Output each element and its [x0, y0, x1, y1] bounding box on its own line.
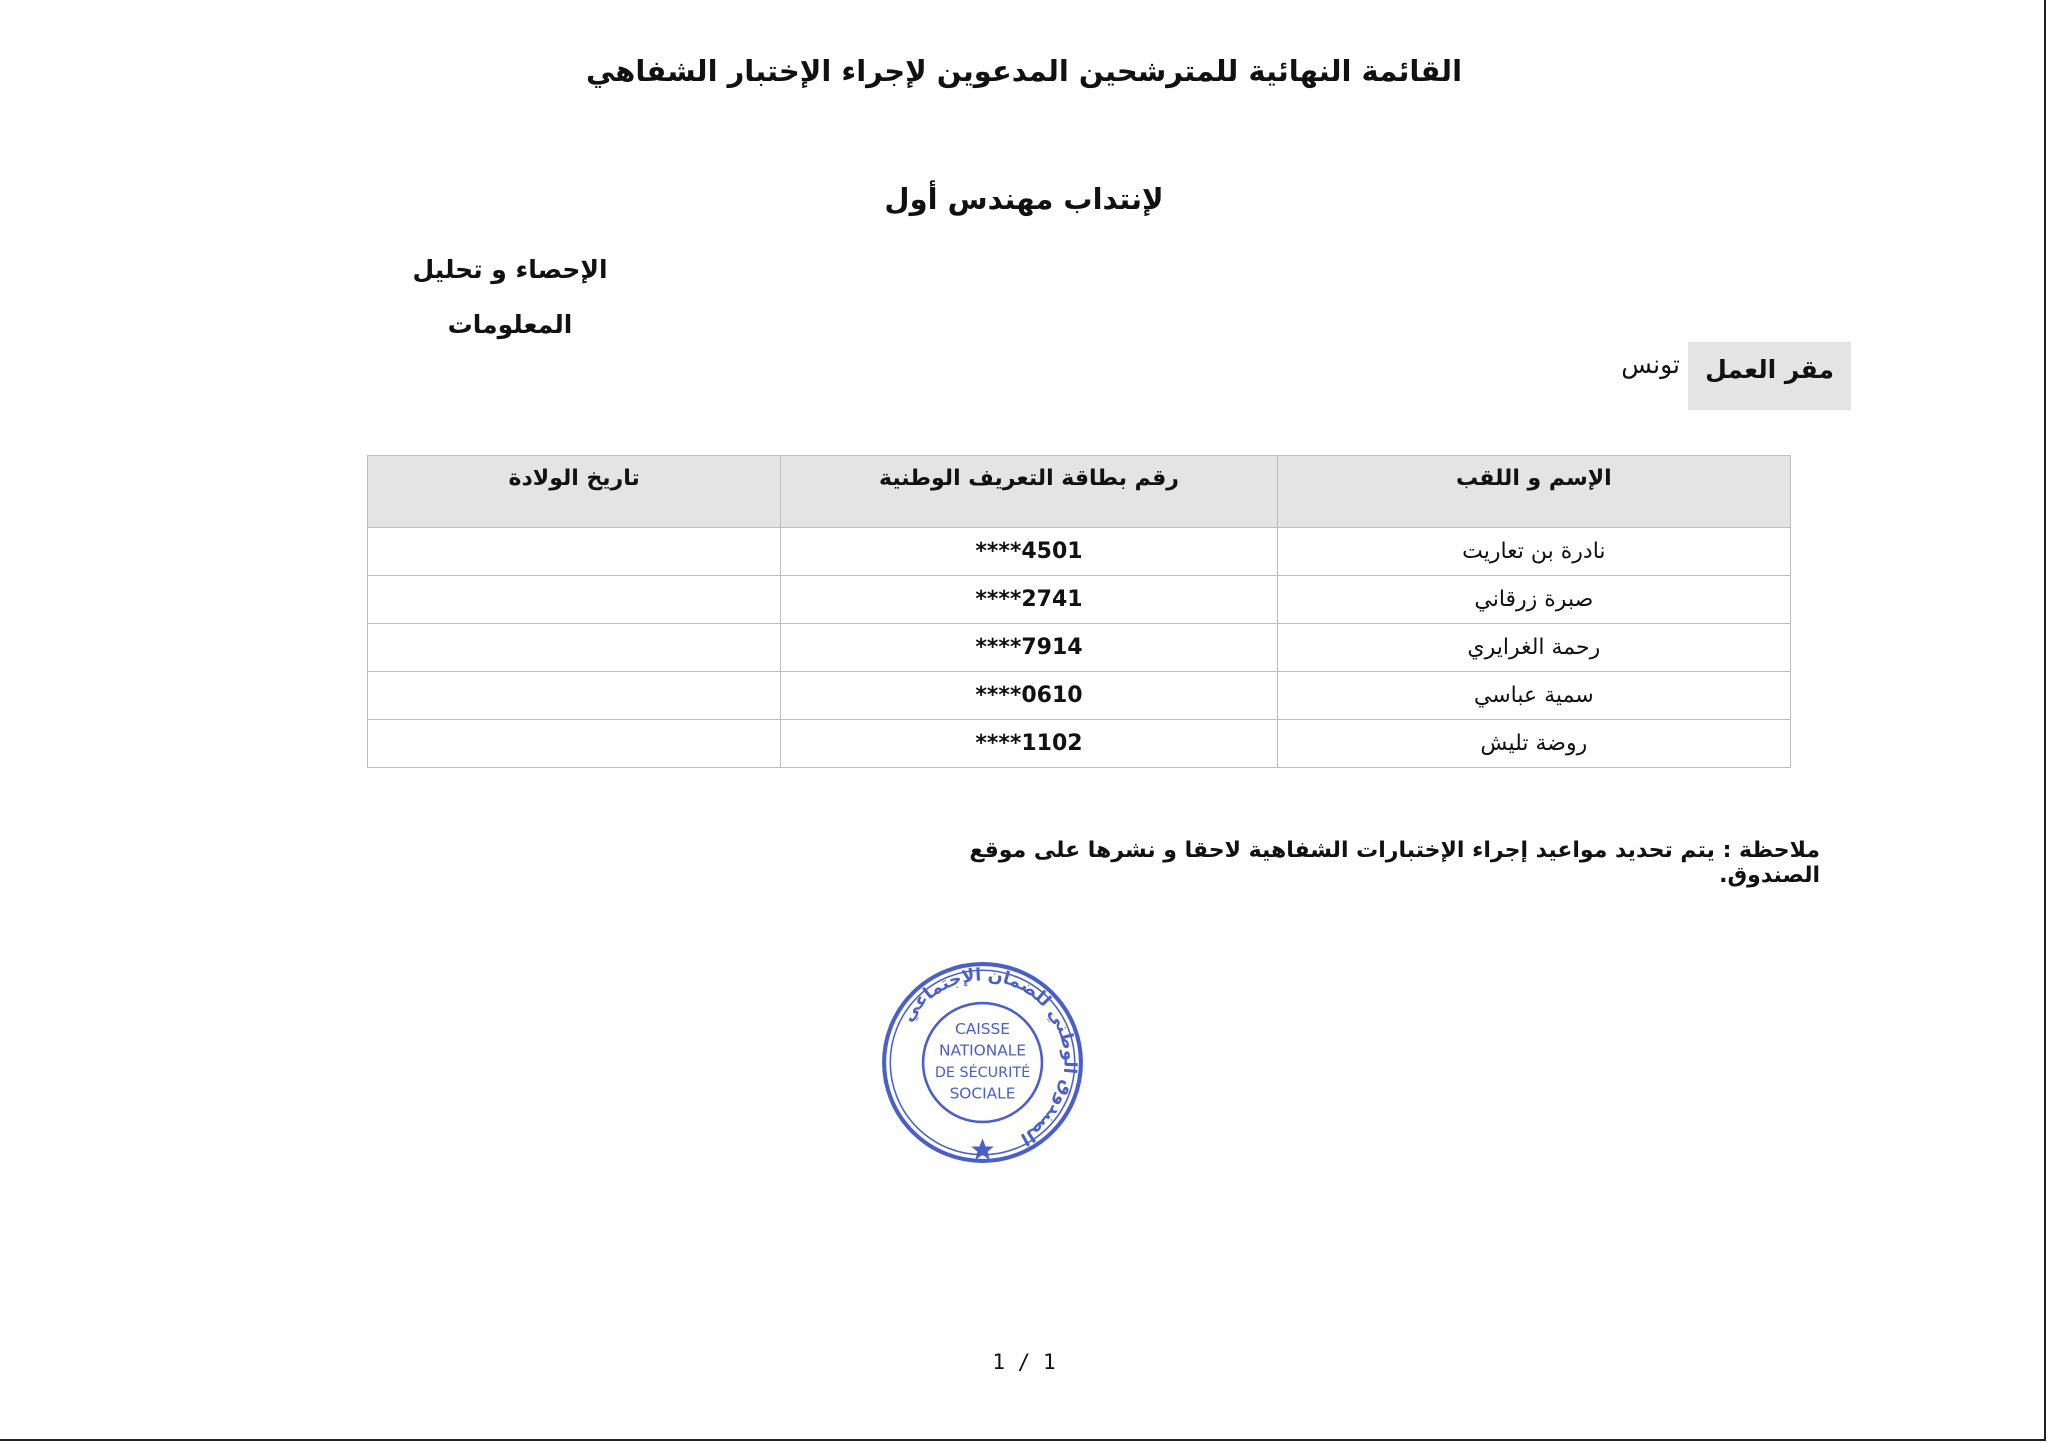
specialty-block: [400, 242, 620, 352]
stamp-outer-ring: [884, 964, 1081, 1161]
cell-dob: [368, 624, 781, 672]
stamp-line-3: DE SÉCURITÉ: [934, 1064, 1031, 1081]
specialty-line-1: الإحصاء و تحليل: [412, 255, 608, 284]
cell-dob: [368, 672, 781, 720]
cell-name: سمية عباسي: [1277, 672, 1790, 720]
document-title: القائمة النهائية للمترشحين المدعوين لإجراء الإختبار الشفاهي: [585, 54, 1463, 88]
table-row: [368, 672, 1791, 720]
cell-name: نادرة بن تعاريت: [1277, 528, 1790, 576]
table-row: [368, 576, 1791, 624]
cell-dob: [368, 528, 781, 576]
cell-dob: [368, 720, 781, 768]
stamp-line-2: NATIONALE: [938, 1041, 1027, 1060]
stamp-line-4: SOCIALE: [949, 1084, 1016, 1103]
cell-dob: [368, 576, 781, 624]
cell-name: روضة تليش: [1277, 720, 1790, 768]
header-dob: تاريخ الولادة: [368, 456, 781, 528]
cell-id: ****2741: [781, 576, 1277, 624]
candidates-table: [367, 455, 1791, 768]
stamp-line-1: CAISSE: [955, 1019, 1010, 1038]
document-subtitle: لإنتداب مهندس أول: [884, 182, 1164, 216]
table-header-row: [368, 456, 1791, 528]
table-row: [368, 624, 1791, 672]
cell-id: ****0610: [781, 672, 1277, 720]
cell-id: ****1102: [781, 720, 1277, 768]
cell-id: ****4501: [781, 528, 1277, 576]
workplace-value: تونس: [1621, 350, 1680, 379]
stamp-outer-text: الصندوق الوطني للضمان الإجتماعي: [897, 965, 1080, 1149]
note-text: ملاحظة : يتم تحديد مواعيد إجراء الإختبارات الشفاهية لاحقا و نشرها على موقع الصندوق.: [969, 838, 1820, 888]
specialty-line-2: المعلومات: [447, 310, 573, 339]
page-number: 1 / 1: [992, 1350, 1056, 1374]
header-id: رقم بطاقة التعريف الوطنية: [781, 456, 1277, 528]
official-stamp: [880, 960, 1085, 1165]
star-icon: [971, 1138, 994, 1160]
table-row: [368, 720, 1791, 768]
cell-name: صبرة زرقاني: [1277, 576, 1790, 624]
table-row: [368, 528, 1791, 576]
cell-name: رحمة الغرايري: [1277, 624, 1790, 672]
workplace-label: مقر العمل: [1688, 342, 1851, 410]
header-name: الإسم و اللقب: [1277, 456, 1790, 528]
cell-id: ****7914: [781, 624, 1277, 672]
